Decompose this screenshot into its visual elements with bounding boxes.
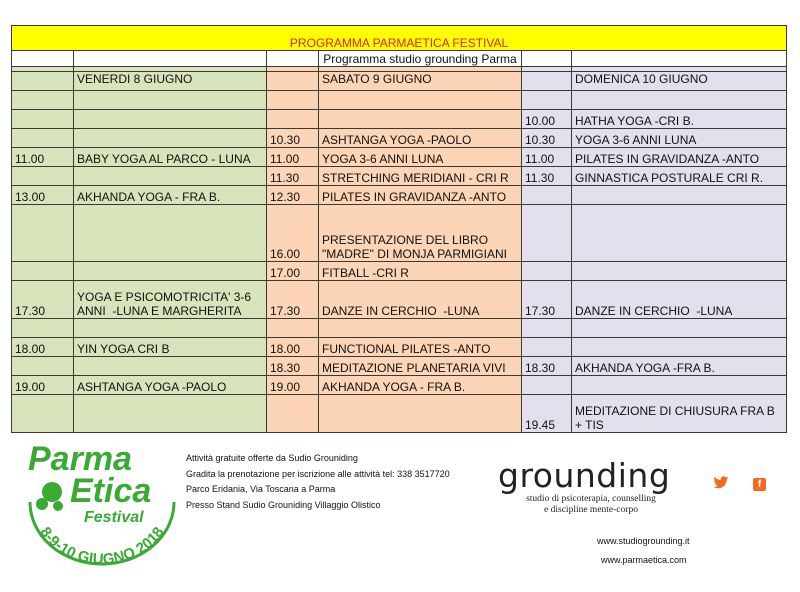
friday-time-cell: 11.00 xyxy=(12,148,74,167)
schedule-row xyxy=(12,376,787,395)
schedule-row xyxy=(12,91,787,110)
sunday-time-cell xyxy=(522,376,572,395)
sunday-time-cell: 17.30 xyxy=(522,281,572,319)
saturday-activity-cell: YOGA 3-6 ANNI LUNA xyxy=(319,148,522,167)
schedule-row xyxy=(12,205,787,262)
schedule-rows xyxy=(12,91,787,433)
saturday-time-cell: 17.30 xyxy=(267,281,319,319)
schedule-row xyxy=(12,186,787,205)
friday-activity-cell xyxy=(74,91,267,110)
sunday-time-cell: 19.45 xyxy=(522,395,572,433)
saturday-activity-cell: ASHTANGA YOGA -PAOLO xyxy=(319,129,522,148)
friday-activity-cell xyxy=(74,319,267,338)
parma-etica-logo xyxy=(22,432,182,580)
sunday-time-cell: 11.30 xyxy=(522,167,572,186)
page-title: PROGRAMMA PARMAETICA FESTIVAL xyxy=(12,26,787,51)
friday-activity-cell xyxy=(74,167,267,186)
saturday-time-cell: 11.30 xyxy=(267,167,319,186)
friday-activity-cell xyxy=(74,395,267,433)
saturday-activity-cell: PILATES IN GRAVIDANZA -ANTO xyxy=(319,186,522,205)
grounding-tagline xyxy=(511,494,671,516)
sunday-time-cell xyxy=(522,262,572,281)
schedule-row xyxy=(12,262,787,281)
sunday-activity-cell xyxy=(572,319,787,338)
urls-block xyxy=(597,532,690,570)
parmaetica-url-link[interactable]: www.parmaetica.com xyxy=(601,555,687,565)
friday-time-cell xyxy=(12,395,74,433)
friday-time-cell: 18.00 xyxy=(12,338,74,357)
friday-activity-cell xyxy=(74,129,267,148)
friday-activity-cell: ASHTANGA YOGA -PAOLO xyxy=(74,376,267,395)
saturday-time-cell xyxy=(267,91,319,110)
friday-time-cell xyxy=(12,262,74,281)
friday-time-cell: 13.00 xyxy=(12,186,74,205)
friday-time-cell xyxy=(12,167,74,186)
sunday-activity-cell: PILATES IN GRAVIDANZA -ANTO xyxy=(572,148,787,167)
facebook-icon[interactable]: f xyxy=(753,478,766,491)
logo-festival-text: Festival xyxy=(84,509,144,526)
info-line-1: Attività gratuite offerte da Sudio Grouniding xyxy=(186,453,358,463)
friday-activity-cell xyxy=(74,110,267,129)
friday-activity-cell xyxy=(74,205,267,262)
sunday-activity-cell xyxy=(572,91,787,110)
info-line-4: Presso Stand Sudio Grouniding Villaggio Olistico xyxy=(186,499,381,510)
friday-activity-cell: YOGA E PSICOMOTRICITA' 3-6 ANNI -LUNA E MARGHERITA xyxy=(74,281,267,319)
saturday-activity-cell: PRESENTAZIONE DEL LIBRO "MADRE" DI MONJA PARMIGIANI xyxy=(319,205,522,262)
day-header-saturday: SABATO 9 GIUGNO xyxy=(319,72,522,91)
logo-dates-text: 8-9-10 GIUGNO 2018 xyxy=(36,524,168,568)
sunday-time-cell xyxy=(522,205,572,262)
sunday-activity-cell: MEDITAZIONE DI CHIUSURA FRA B + TIS xyxy=(572,395,787,433)
schedule-row xyxy=(12,148,787,167)
sunday-time-cell: 10.00 xyxy=(522,110,572,129)
friday-activity-cell: BABY YOGA AL PARCO - LUNA xyxy=(74,148,267,167)
friday-time-cell: 17.30 xyxy=(12,281,74,319)
sunday-activity-cell: YOGA 3-6 ANNI LUNA xyxy=(572,129,787,148)
sunday-time-cell: 18.30 xyxy=(522,357,572,376)
sunday-time-cell: 10.30 xyxy=(522,129,572,148)
info-block xyxy=(186,451,450,513)
saturday-activity-cell xyxy=(319,395,522,433)
saturday-time-cell: 11.00 xyxy=(267,148,319,167)
friday-time-cell: 19.00 xyxy=(12,376,74,395)
sunday-time-cell xyxy=(522,319,572,338)
friday-time-cell xyxy=(12,319,74,338)
saturday-time-cell: 10.30 xyxy=(267,129,319,148)
schedule-row xyxy=(12,167,787,186)
schedule-row xyxy=(12,338,787,357)
saturday-time-cell: 16.00 xyxy=(267,205,319,262)
saturday-time-cell xyxy=(267,395,319,433)
schedule-table xyxy=(11,25,787,433)
saturday-activity-cell: MEDITAZIONE PLANETARIA VIVI xyxy=(319,357,522,376)
sunday-time-cell: 11.00 xyxy=(522,148,572,167)
svg-text:8-9-10 GIUGNO 2018 xyxy=(37,524,168,568)
leaf-icon xyxy=(36,482,63,511)
info-line-3: Parco Eridania, Via Toscana a Parma xyxy=(186,484,336,494)
friday-time-cell xyxy=(12,129,74,148)
grounding-logo: grounding xyxy=(498,456,671,495)
friday-time-cell xyxy=(12,91,74,110)
saturday-activity-cell xyxy=(319,91,522,110)
day-header-sunday: DOMENICA 10 GIUGNO xyxy=(572,72,787,91)
logo-etica-text: Etica xyxy=(70,472,152,510)
saturday-activity-cell: FITBALL -CRI R xyxy=(319,262,522,281)
saturday-time-cell: 12.30 xyxy=(267,186,319,205)
sunday-activity-cell xyxy=(572,262,787,281)
schedule-row xyxy=(12,281,787,319)
saturday-activity-cell xyxy=(319,110,522,129)
sunday-activity-cell: DANZE IN CERCHIO -LUNA xyxy=(572,281,787,319)
saturday-activity-cell: FUNCTIONAL PILATES -ANTO xyxy=(319,338,522,357)
sunday-activity-cell: GINNASTICA POSTURALE CRI R. xyxy=(572,167,787,186)
saturday-time-cell xyxy=(267,110,319,129)
saturday-time-cell: 17.00 xyxy=(267,262,319,281)
friday-time-cell xyxy=(12,205,74,262)
saturday-activity-cell xyxy=(319,319,522,338)
friday-activity-cell: AKHANDA YOGA - FRA B. xyxy=(74,186,267,205)
sunday-activity-cell xyxy=(572,376,787,395)
sunday-activity-cell xyxy=(572,338,787,357)
saturday-time-cell xyxy=(267,319,319,338)
grounding-tagline-2: e discipline mente-corpo xyxy=(544,505,638,515)
saturday-activity-cell: DANZE IN CERCHIO -LUNA xyxy=(319,281,522,319)
sunday-activity-cell: HATHA YOGA -CRI B. xyxy=(572,110,787,129)
twitter-icon[interactable] xyxy=(713,476,729,492)
sunday-time-cell xyxy=(522,338,572,357)
studio-url-link[interactable]: www.studiogrounding.it xyxy=(597,536,690,546)
friday-activity-cell xyxy=(74,262,267,281)
saturday-time-cell: 19.00 xyxy=(267,376,319,395)
friday-time-cell xyxy=(12,110,74,129)
schedule-row xyxy=(12,395,787,433)
sunday-activity-cell xyxy=(572,186,787,205)
schedule-row xyxy=(12,357,787,376)
schedule-row xyxy=(12,319,787,338)
sunday-time-cell xyxy=(522,91,572,110)
friday-activity-cell: YIN YOGA CRI B xyxy=(74,338,267,357)
saturday-time-cell: 18.30 xyxy=(267,357,319,376)
sunday-time-cell xyxy=(522,186,572,205)
day-header-friday: VENERDI 8 GIUGNO xyxy=(74,72,267,91)
saturday-activity-cell: STRETCHING MERIDIANI - CRI R xyxy=(319,167,522,186)
info-line-2: Gradita la prenotazione per iscrizione alle attività tel: 338 3517720 xyxy=(186,468,450,479)
friday-time-cell xyxy=(12,357,74,376)
saturday-activity-cell: AKHANDA YOGA - FRA B. xyxy=(319,376,522,395)
page-subtitle: Programma studio grounding Parma xyxy=(319,51,522,67)
saturday-time-cell: 18.00 xyxy=(267,338,319,357)
schedule-row xyxy=(12,110,787,129)
grounding-tagline-1: studio di psicoterapia, counselling xyxy=(526,494,656,504)
friday-activity-cell xyxy=(74,357,267,376)
sunday-activity-cell: AKHANDA YOGA -FRA B. xyxy=(572,357,787,376)
logo-parma-text: Parma xyxy=(28,440,132,478)
schedule-row xyxy=(12,129,787,148)
sunday-activity-cell xyxy=(572,205,787,262)
